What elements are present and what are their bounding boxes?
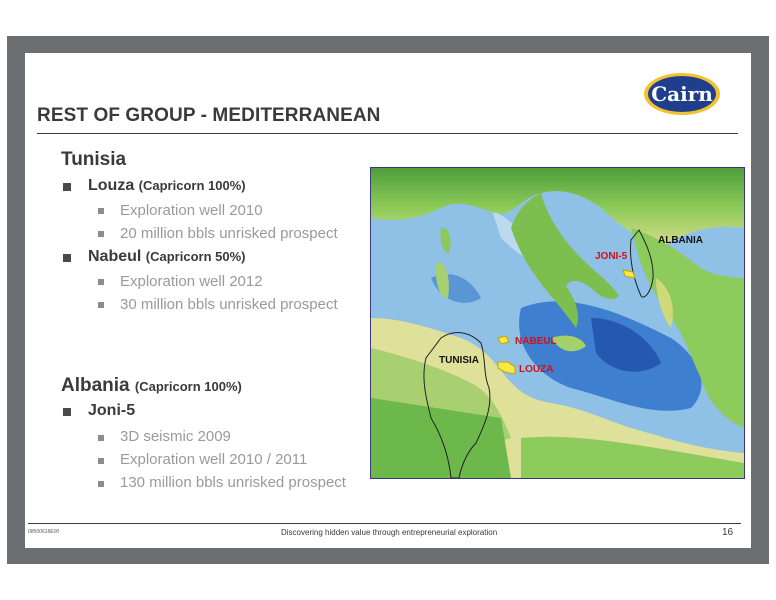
joni-detail: Exploration well 2010 / 2011 — [120, 451, 308, 468]
sub-bullet-square — [98, 231, 104, 237]
louza-item — [88, 177, 246, 195]
nabeul-share: (Capricorn 50%) — [145, 249, 246, 264]
nabeul-item — [88, 248, 246, 266]
louza-detail: Exploration well 2010 — [120, 202, 263, 219]
footer-tagline: Discovering hidden value through entrepreneurial exploration — [281, 528, 498, 537]
bullet-square — [63, 408, 71, 416]
louza-name: Louza — [88, 177, 135, 194]
tunisia-heading-text: Tunisia — [61, 149, 127, 170]
page-number: 16 — [722, 527, 734, 538]
albania-share: (Capricorn 100%) — [134, 379, 242, 394]
albania-heading — [61, 375, 242, 397]
nabeul-detail: 30 million bbls unrisked prospect — [120, 296, 338, 313]
map-label-nabeul: NABEUL — [515, 336, 557, 347]
sub-bullet-square — [98, 435, 104, 441]
sub-bullet-square — [98, 279, 104, 285]
footer-code: 08500618E00 — [28, 529, 60, 535]
svg-text:Cairn: Cairn — [651, 82, 713, 106]
bullet-square — [63, 183, 71, 191]
nabeul-name: Nabeul — [88, 248, 142, 265]
joni-name: Joni-5 — [88, 402, 136, 419]
page-title: REST OF GROUP - MEDITERRANEAN — [37, 105, 381, 126]
tunisia-heading — [61, 149, 126, 171]
cairn-logo — [642, 70, 722, 118]
map-label-tunisia: TUNISIA — [439, 355, 479, 366]
mediterranean-map — [370, 167, 745, 479]
slide — [25, 53, 751, 548]
map-label-albania: ALBANIA — [658, 235, 703, 246]
louza-share: (Capricorn 100%) — [138, 178, 246, 193]
bullet-square — [63, 254, 71, 262]
sub-bullet-square — [98, 302, 104, 308]
joni-detail: 130 million bbls unrisked prospect — [120, 474, 346, 491]
footer-divider — [28, 523, 741, 524]
joni-detail: 3D seismic 2009 — [120, 428, 231, 445]
map-label-louza: LOUZA — [519, 364, 554, 375]
title-divider — [37, 133, 738, 134]
sub-bullet-square — [98, 458, 104, 464]
nabeul-detail: Exploration well 2012 — [120, 273, 263, 290]
albania-heading-text: Albania — [61, 375, 130, 396]
map-illustration — [371, 168, 744, 478]
sub-bullet-square — [98, 481, 104, 487]
louza-detail: 20 million bbls unrisked prospect — [120, 225, 338, 242]
sub-bullet-square — [98, 208, 104, 214]
map-label-joni: JONI-5 — [595, 251, 628, 262]
joni-item — [88, 402, 135, 420]
